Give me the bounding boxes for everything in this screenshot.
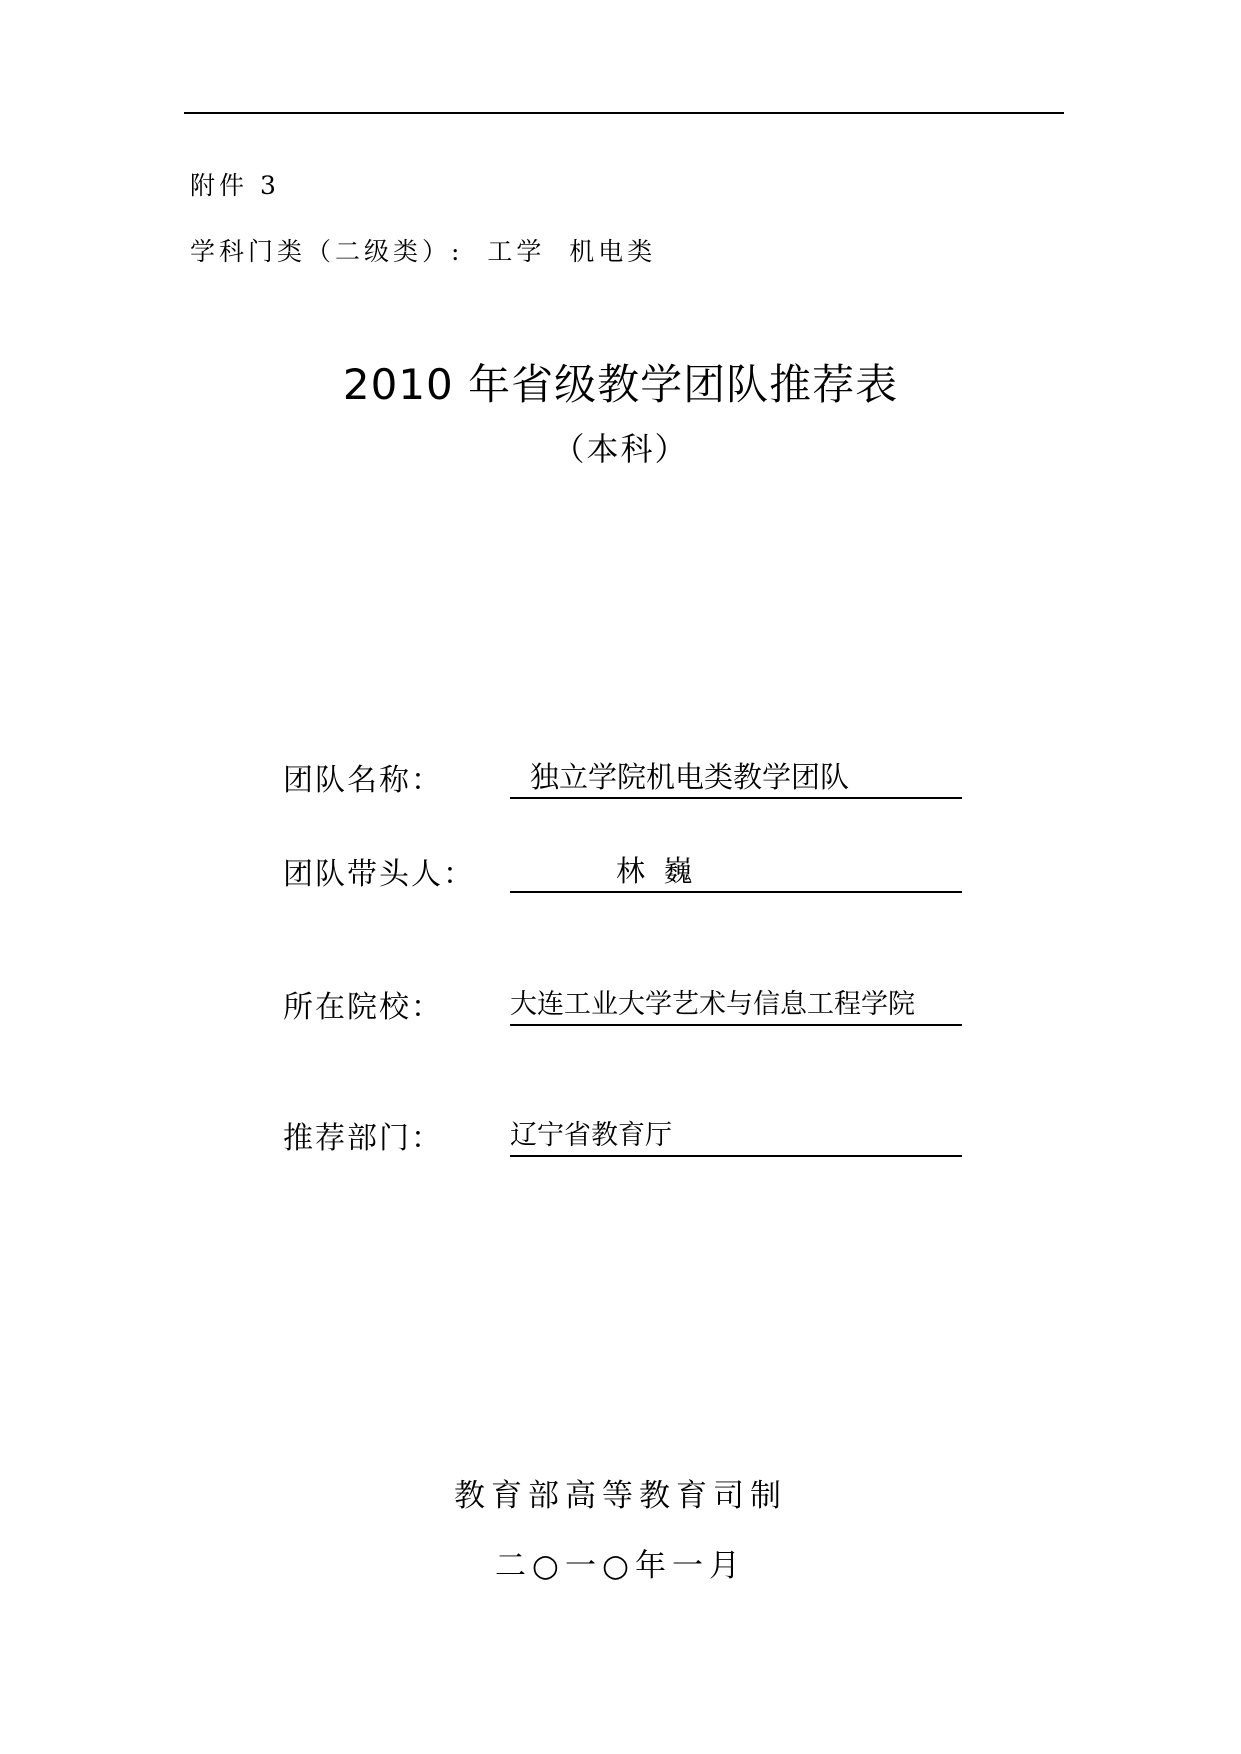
team-name-row — [283, 755, 963, 805]
team-leader-row — [283, 849, 963, 899]
team-name-value: 独立学院机电类教学团队 — [510, 755, 962, 799]
team-leader-value: 林 巍 — [510, 849, 962, 893]
issue-date: 二○一○年一月 — [494, 1548, 747, 1584]
header-rule — [184, 112, 1064, 114]
page-subtitle: （本科） — [552, 430, 689, 468]
institution-label: 所在院校： — [283, 990, 443, 1025]
page-title: 2010 年省级教学团队推荐表 — [342, 360, 899, 409]
institution-row — [283, 982, 963, 1032]
recommending-dept-row — [283, 1113, 963, 1163]
institution-value: 大连工业大学艺术与信息工程学院 — [510, 982, 962, 1026]
team-leader-label: 团队带头人： — [283, 857, 475, 892]
subject-category: 学科门类（二级类）: 工学 机电类 — [190, 237, 657, 266]
issuer-text: 教育部高等教育司制 — [454, 1478, 787, 1514]
attachment-label: 附件 3 — [190, 171, 280, 200]
recommending-dept-value: 辽宁省教育厅 — [510, 1113, 962, 1157]
recommending-dept-label: 推荐部门： — [283, 1121, 443, 1156]
team-name-label: 团队名称： — [283, 763, 443, 798]
